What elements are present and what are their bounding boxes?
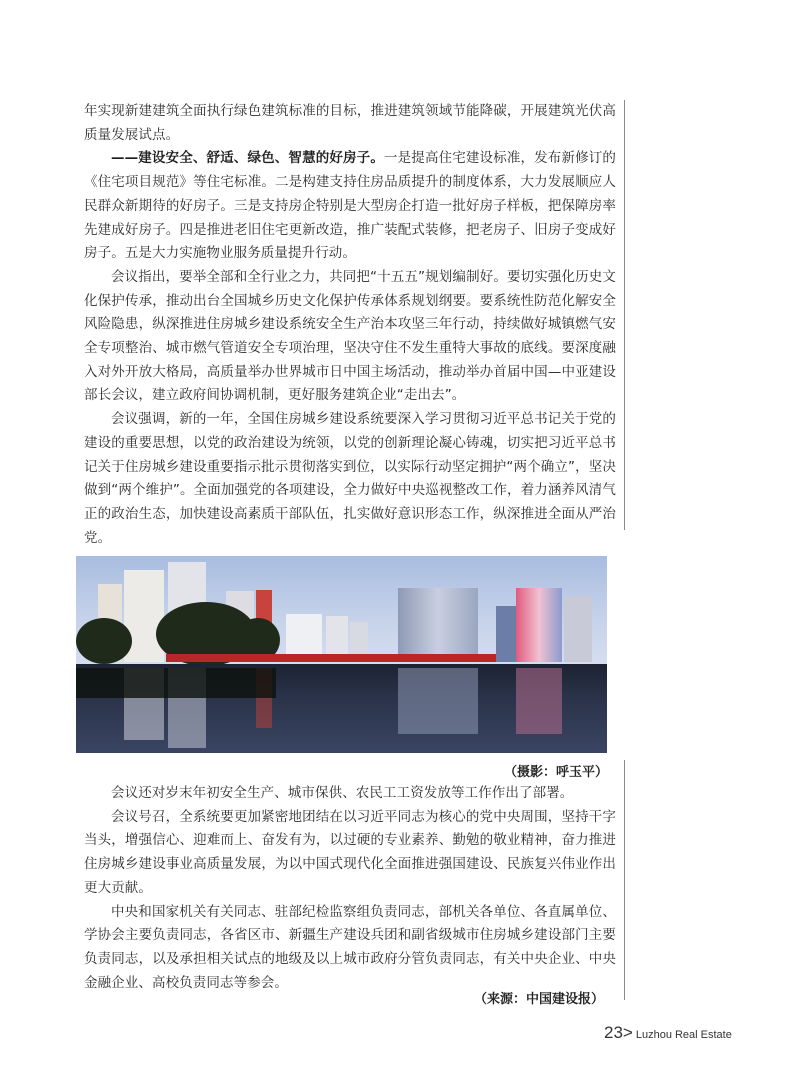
paragraph-lead: ——建设安全、舒适、绿色、智慧的好房子。 — [111, 150, 384, 167]
reflection — [398, 668, 478, 734]
paragraph: 会议强调，新的一年，全国住房城乡建设系统要深入学习贯彻习近平总书记关于党的建设的重要思想，以党的政治建设为统领，以党的创新理论凝心铸魂，切实把习近平总书记关于住房城乡建设重要指示批示贯彻落实到位，以实际行动坚定拥护“两个确立”，坚决做到“两个维护”。全面加强党的各项建设，全力做好中央巡视整改工作，着力涵养风清气正的政治生态，加快建设高素质干部队伍，扎实做好意识形态工作，纵深推进全面从严治党。 — [84, 411, 616, 546]
red-banner — [166, 654, 496, 662]
article-body-bottom — [84, 782, 616, 995]
page-number: 23> — [604, 1023, 633, 1042]
building-lit — [516, 588, 562, 662]
tree — [76, 618, 132, 664]
building — [564, 596, 592, 662]
paragraph: 会议号召，全系统要更加紧密地团结在以习近平同志为核心的党中央周围，坚持干字当头，增强信心、迎难而上、奋发有为，以过硬的专业素养、勤勉的敬业精神，奋力推进住房城乡建设事业高质量发展，为以中国式现代化全面推进强国建设、民族复兴伟业作出更大贡献。 — [84, 808, 616, 896]
paragraph: 会议指出，要举全部和全行业之力，共同把“十五五”规划编制好。要切实强化历史文化保护传承，推动出台全国城乡历史文化保护传承体系规划纲要。要系统性防范化解安全风险隐患，纵深推进住房城乡建设系统安全生产治本攻坚三年行动，持续做好城镇燃气安全专项整治、城市燃气管道安全专项治理，坚决守住不发生重特大事故的底线。要深度融入对外开放大格局，高质量举办世界城市日中国主场活动，推动举办首届中国—中亚建设部长会议，建立政府间协调机制，更好服务建筑企业“走出去”。 — [84, 268, 616, 404]
paragraph: 中央和国家机关有关同志、驻部纪检监察组负责同志，部机关各单位、各直属单位、学协会主要负责同志，各省区市、新疆生产建设兵团和副省级城市住房城乡建设部门主要负责同志，以及承担相关试点的地级及以上城市政府分管负责同志，有关中央企业、中央金融企业、高校负责同志等参会。 — [84, 903, 616, 991]
building-lit — [398, 588, 478, 662]
city-night-photo — [76, 556, 607, 753]
paragraph: 年实现新建建筑全面执行绿色建筑标准的目标，推进建筑领域节能降碳，开展建筑光伏高质量发展试点。 — [84, 103, 616, 143]
paragraph: 会议还对岁末年初安全生产、城市保供、农民工工资发放等工作作出了部署。 — [111, 785, 574, 801]
article-body-top — [84, 100, 616, 550]
magazine-name: Luzhou Real Estate — [635, 1029, 732, 1041]
column-rule-bottom — [624, 760, 625, 1000]
page-footer — [604, 1023, 732, 1043]
paragraph: ——建设安全、舒适、绿色、智慧的好房子。一是提高住宅建设标准，发布新修订的《住宅项目规范》等住宅标准。二是构建支持住房品质提升的制度体系，大力发展顺应人民群众新期待的好房子。三是支持房企特别是大型房企打造一批好房子样板，把保障房率先建成好房子。四是推进老旧住宅更新改造，推广装配式装修，把老房子、旧房子变成好房子。五是大力实施物业服务质量提升行动。 — [84, 150, 617, 262]
source-credit: （来源：中国建设报） — [473, 992, 604, 1007]
reflection — [76, 668, 276, 698]
reflection — [516, 668, 562, 734]
photo-credit: （摄影：呼玉平） — [503, 765, 608, 780]
column-rule-top — [624, 100, 625, 530]
